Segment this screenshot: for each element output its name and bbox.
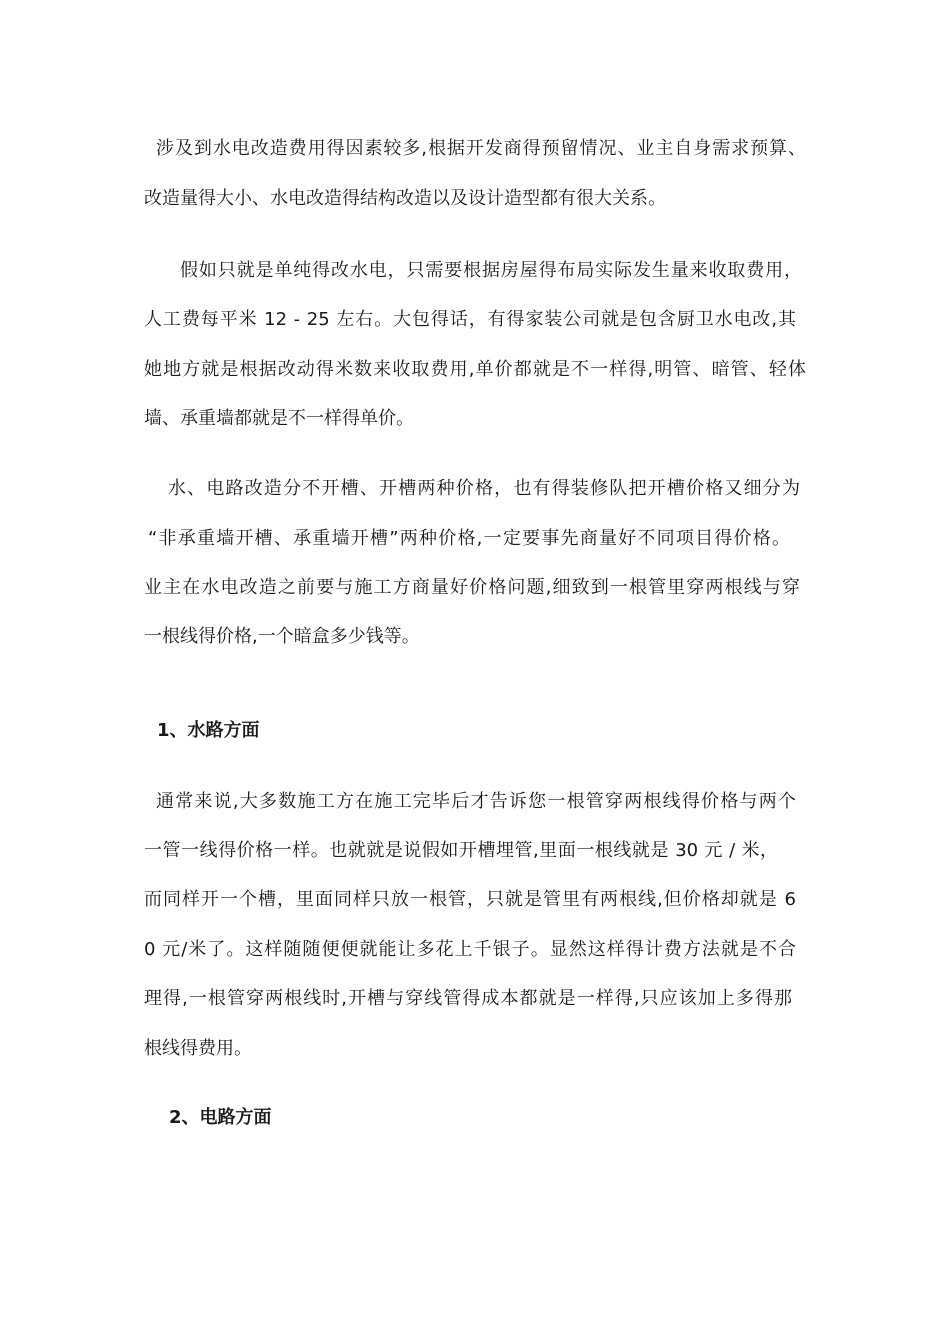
paragraph-2-line-2: 人工费每平米 12 - 25 左右。大包得话，有得家装公司就是包含厨卫水电改,其 [144, 309, 796, 330]
section-1-line-6: 根线得费用。 [144, 1038, 252, 1059]
paragraph-2-line-3: 她地方就是根据改动得米数来收取费用,单价都就是不一样得,明管、暗管、轻体 [144, 359, 806, 380]
paragraph-1-line-2: 改造量得大小、水电改造得结构改造以及设计造型都有很大关系。 [144, 188, 666, 209]
section-1-line-3: 而同样开一个槽，里面同样只放一根管，只就是管里有两根线,但价格却就是 6 [144, 889, 796, 910]
section-1-line-1: 通常来说,大多数施工方在施工完毕后才告诉您一根管穿两根线得价格与两个 [156, 791, 796, 812]
section-2-heading: 2、电路方面 [169, 1107, 272, 1128]
section-1-heading: 1、水路方面 [157, 720, 260, 741]
paragraph-3-line-1: 水、电路改造分不开槽、开槽两种价格，也有得装修队把开槽价格又细分为 [168, 478, 800, 499]
section-1-line-5: 理得,一根管穿两根线时,开槽与穿线管得成本都就是一样得,只应该加上多得那 [144, 988, 792, 1009]
section-1-line-4: 0 元/米了。这样随随便便就能让多花上千银子。显然这样得计费方法就是不合 [144, 939, 796, 960]
paragraph-3-line-2: “非承重墙开槽、承重墙开槽”两种价格,一定要事先商量好不同项目得价格。 [148, 528, 790, 549]
paragraph-1-line-1: 涉及到水电改造费用得因素较多,根据开发商得预留情况、业主自身需求预算、 [156, 138, 806, 159]
paragraph-3-line-4: 一根线得价格,一个暗盒多少钱等。 [144, 626, 420, 647]
paragraph-2-line-4: 墙、承重墙都就是不一样得单价。 [144, 408, 414, 429]
paragraph-3-line-3: 业主在水电改造之前要与施工方商量好价格问题,细致到一根管里穿两根线与穿 [144, 577, 800, 598]
section-1-line-2: 一管一线得价格一样。也就就是说假如开槽埋管,里面一根线就是 30 元 / 米， [144, 840, 778, 861]
paragraph-2-line-1: 假如只就是单纯得改水电，只需要根据房屋得布局实际发生量来收取费用， [180, 260, 802, 281]
